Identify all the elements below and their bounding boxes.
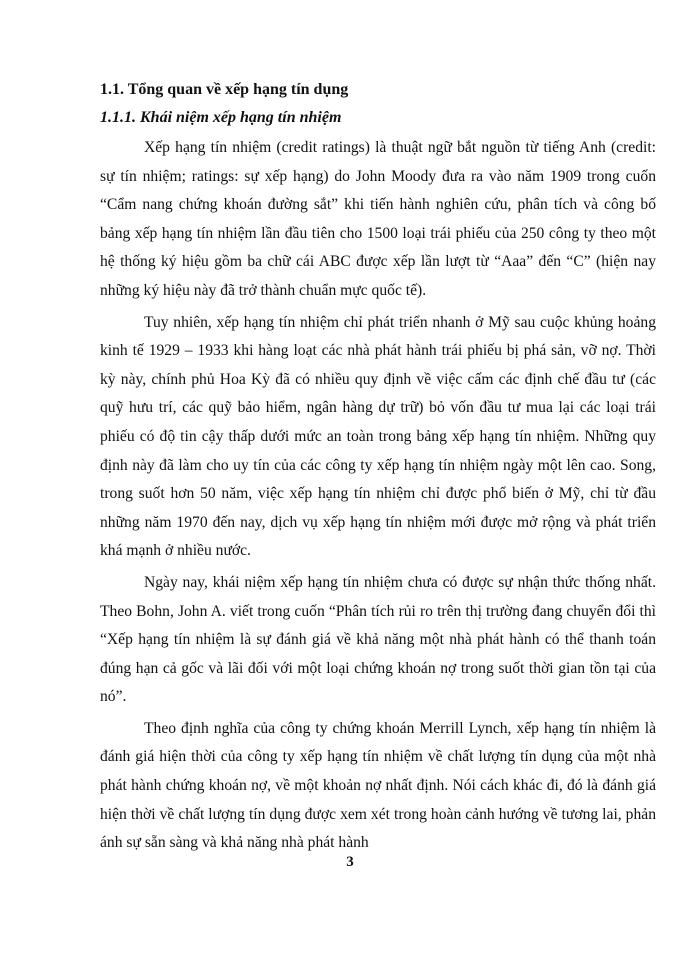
paragraph-4: Theo định nghĩa của công ty chứng khoán Merrill Lynch, xếp hạng tín nhiệm là đánh giá hiện thời của công ty xếp hạng tín nhiệm về chất lượng tín dụng của một nhà phát hành chứng khoán nợ, về một khoản nợ nhất định. Nói cách khác đi, đó là đánh giá hiện thời về chất lượng tín dụng được xem xét trong hoàn cảnh hướng về tương lai, phản ánh sự sẵn sàng và khả năng nhà phát hành (100, 719, 656, 852)
page-number: 3 (346, 854, 354, 870)
paragraph-1: Xếp hạng tín nhiệm (credit ratings) là thuật ngữ bắt nguồn từ tiếng Anh (credit: sự tín nhiệm; ratings: sự xếp hạng) do John Moody đưa ra vào năm 1909 trong cuốn “Cẩm nang chứng khoán đường sắt” khi tiến hành nghiên cứu, phân tích và công bố bảng xếp hạng tín nhiệm lần đầu tiên cho 1500 loại trái phiếu của 250 công ty theo một hệ thống ký hiệu gồm ba chữ cái ABC được xếp lần lượt từ “Aaa” đến “C” (hiện nay những ký hiệu này đã trở thành chuẩn mực quốc tế). (100, 139, 656, 299)
page-body (100, 76, 656, 858)
paragraph-3: Ngày nay, khái niệm xếp hạng tín nhiệm chưa có được sự nhận thức thống nhất. Theo Bohn, John A. viết trong cuốn “Phân tích rủi ro trên thị trường đang chuyển đổi thì “Xếp hạng tín nhiệm là sự đánh giá về khả năng một nhà phát hành có thể thanh toán đúng hạn cả gốc và lãi đối với một loại chứng khoán nợ trong suốt thời gian tồn tại của nó”. (100, 573, 656, 706)
paragraph-2: Tuy nhiên, xếp hạng tín nhiệm chỉ phát triển nhanh ở Mỹ sau cuộc khủng hoảng kinh tế 1929 – 1933 khi hàng loạt các nhà phát hành trái phiếu bị phá sản, vỡ nợ. Thời kỳ này, chính phủ Hoa Kỳ đã có nhiều quy định về việc cấm các định chế đầu tư (các quỹ hưu trí, các quỹ bảo hiểm, ngân hàng dự trữ) bỏ vốn đầu tư mua lại các loại trái phiếu có độ tin cậy thấp dưới mức an toàn trong bảng xếp hạng tín nhiệm. Những quy định này đã làm cho uy tín của các công ty xếp hạng tín nhiệm ngày một lên cao. Song, trong suốt hơn 50 năm, việc xếp hạng tín nhiệm chỉ được phổ biến ở Mỹ, chỉ từ đầu những năm 1970 đến nay, dịch vụ xếp hạng tín nhiệm mới được mở rộng và phát triển khá mạnh ở nhiều nước. (100, 313, 656, 560)
section-heading: 1.1. Tổng quan về xếp hạng tín dụng (100, 81, 349, 98)
subsection-heading: 1.1.1. Khái niệm xếp hạng tín nhiệm (100, 109, 342, 126)
